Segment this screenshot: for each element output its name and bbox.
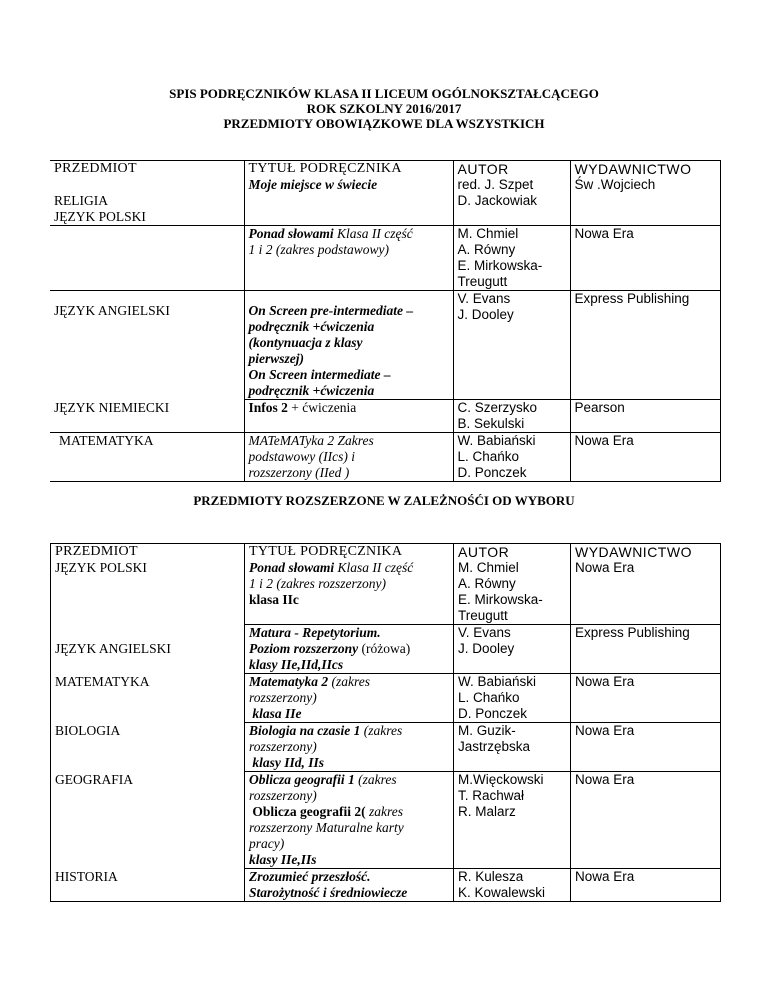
title-text: klasa IIe <box>249 706 302 721</box>
table-row <box>51 544 721 625</box>
title-cell <box>245 544 454 625</box>
author-cell <box>453 400 570 433</box>
subject-polski: JĘZYK POLSKI <box>54 209 146 224</box>
author: W. Babiański <box>458 674 537 689</box>
author: J. Dooley <box>458 641 515 656</box>
publisher-cell <box>571 772 721 869</box>
title-cell <box>245 772 454 869</box>
section-title-extended: PRZEDMIOTY ROZSZERZONE W ZALEŻNOŚĆI OD WYBORU <box>193 493 575 508</box>
author: M.Więckowski <box>458 772 544 787</box>
subject-cell <box>50 433 244 482</box>
title-text: klasy IIe,IId,IIcs <box>249 657 344 672</box>
author-cell <box>454 869 571 902</box>
publisher-cell <box>570 226 720 291</box>
title-text: Oblicza geografii 1 <box>249 772 355 787</box>
subject-matematyka: MATEMATYKA <box>55 673 150 689</box>
title-text: podstawowy (IIcs) i <box>248 449 355 464</box>
publisher-cell <box>570 433 720 482</box>
author: Treugutt <box>458 608 508 623</box>
publisher: Pearson <box>574 400 625 415</box>
publisher-cell <box>571 869 721 902</box>
publisher-cell <box>570 400 720 433</box>
title-text: podręcznik +ćwiczenia <box>248 383 375 398</box>
title-text: Klasa II część <box>333 226 413 241</box>
title-text: Klasa II część <box>334 560 414 575</box>
author: T. Rachwał <box>458 788 525 803</box>
subject-cell <box>50 291 244 400</box>
title-text: klasa IIc <box>249 592 299 607</box>
publisher-cell <box>571 544 721 625</box>
author: K. Kowalewski <box>458 885 546 900</box>
title-text: Zrozumieć przeszłość. <box>249 869 371 884</box>
header-author: AUTOR <box>458 544 510 560</box>
title-religia: Moje miejsce w świecie <box>248 177 378 192</box>
title-text: Matura - Repetytorium. <box>249 625 381 640</box>
author: red. J. Szpet <box>457 177 534 192</box>
header-subject: PRZEDMIOT <box>55 544 138 559</box>
author: L. Chańko <box>458 690 520 705</box>
author: E. Mirkowska- <box>458 592 543 607</box>
author: D. Ponczek <box>458 706 528 721</box>
title-text: (kontynuacja z klasy <box>248 335 363 350</box>
publisher-cell <box>571 674 721 723</box>
title-text: Matematyka 2 <box>249 674 329 689</box>
publisher: Nowa Era <box>574 226 634 241</box>
title-text: Starożytność i średniowiecze <box>249 885 408 900</box>
title-text: (zakres <box>328 674 370 689</box>
title-text: 1 i 2 (zakres rozszerzony) <box>249 576 386 591</box>
author: A. Równy <box>457 242 516 257</box>
publisher: Nowa Era <box>575 674 635 689</box>
author: V. Evans <box>457 291 511 306</box>
title-cell <box>245 869 454 902</box>
title-cell <box>245 674 454 723</box>
header-author: AUTOR <box>457 161 509 177</box>
author: V. Evans <box>458 625 511 640</box>
table-row <box>51 869 721 902</box>
title-cell <box>244 433 453 482</box>
author: D. Ponczek <box>457 465 527 480</box>
author: A. Równy <box>458 576 516 591</box>
title-text: klasy IId, IIs <box>249 755 325 770</box>
title-text: Zakres <box>334 433 374 448</box>
author-cell <box>454 625 571 674</box>
publisher: Św .Wojciech <box>574 177 656 192</box>
subject-cell <box>51 723 245 772</box>
title-cell <box>244 400 453 433</box>
subject-polski: JĘZYK POLSKI <box>55 560 147 575</box>
table-row <box>50 400 720 433</box>
author-cell <box>454 674 571 723</box>
table-row <box>51 723 721 772</box>
document-title-line-2: ROK SZKOLNY 2016/2017 <box>306 101 462 116</box>
author: B. Sekulski <box>457 416 525 431</box>
title-text: rozszerzony) <box>249 690 317 705</box>
subject-geografia: GEOGRAFIA <box>55 771 134 787</box>
title-text: podręcznik +ćwiczenia <box>248 319 375 334</box>
author-cell <box>454 723 571 772</box>
title-text: klasy IIe,IIs <box>249 852 317 867</box>
subject-cell <box>50 161 244 226</box>
title-text: Ponad słowami <box>249 560 335 575</box>
author: E. Mirkowska- <box>457 258 543 273</box>
header-publisher: WYDAWNICTWO <box>574 161 692 177</box>
title-text: On Screen pre-intermediate – <box>248 303 414 318</box>
table-row <box>51 674 721 723</box>
subject-cell <box>51 674 245 723</box>
title-text: (zakres <box>354 772 397 787</box>
publisher: Nowa Era <box>575 869 635 884</box>
title-text: pracy) <box>249 836 285 851</box>
subject-cell <box>51 544 245 625</box>
header-title: TYTUŁ PODRĘCZNIKA <box>248 161 402 176</box>
title-text: + ćwiczenia <box>287 400 357 415</box>
author: L. Chańko <box>457 449 520 464</box>
author: M. Chmiel <box>457 226 519 241</box>
publisher-cell <box>571 723 721 772</box>
publisher: Express Publishing <box>575 625 690 640</box>
subject-cell <box>50 400 244 433</box>
author-cell <box>453 433 570 482</box>
title-text: pierwszej) <box>248 351 304 366</box>
title-cell <box>244 291 453 400</box>
author: D. Jackowiak <box>457 193 538 208</box>
subject-matematyka: MATEMATYKA <box>59 433 154 448</box>
document-title-line-1: SPIS PODRĘCZNIKÓW KLASA II LICEUM OGÓLNOKSZTAŁCĄCEGO <box>169 86 599 101</box>
author-cell <box>453 161 570 226</box>
table-row <box>50 291 720 400</box>
publisher: Nowa Era <box>575 560 635 575</box>
subject-cell <box>51 772 245 869</box>
table-row <box>51 625 721 674</box>
title-text: 1 i 2 (zakres podstawowy) <box>248 242 389 257</box>
title-text: Infos 2 <box>248 400 288 415</box>
title-cell <box>245 625 454 674</box>
title-text: Oblicza geografii 2( <box>249 804 366 819</box>
table-row <box>51 772 721 869</box>
title-text: rozszerzony) <box>249 739 317 754</box>
author: C. Szerzysko <box>457 400 538 415</box>
title-text: zakres <box>365 804 403 819</box>
title-cell <box>244 226 453 291</box>
header-title: TYTUŁ PODRĘCZNIKA <box>249 544 403 559</box>
publisher: Nowa Era <box>575 772 635 787</box>
subject-angielski: JĘZYK ANGIELSKI <box>54 303 170 318</box>
author-cell <box>453 291 570 400</box>
publisher: Express Publishing <box>574 291 690 306</box>
table-row <box>50 433 720 482</box>
author-cell <box>453 226 570 291</box>
author-cell <box>454 544 571 625</box>
title-cell <box>245 723 454 772</box>
header-subject: PRZEDMIOT <box>54 161 137 176</box>
title-text: (różowa) <box>358 641 411 656</box>
subject-angielski: JĘZYK ANGIELSKI <box>55 640 171 656</box>
publisher-cell <box>570 161 720 226</box>
publisher: Nowa Era <box>575 723 635 738</box>
extended-subjects-table <box>50 543 721 902</box>
title-text: Poziom rozszerzony <box>249 641 359 656</box>
subject-religia: RELIGIA <box>54 193 108 208</box>
author-cell <box>454 772 571 869</box>
subject-biologia: BIOLOGIA <box>55 722 121 738</box>
title-cell <box>244 161 453 226</box>
publisher: Nowa Era <box>574 433 634 448</box>
author: R. Malarz <box>458 804 516 819</box>
table-row <box>50 226 720 291</box>
author: Jastrzębska <box>458 739 531 754</box>
author: M. Chmiel <box>458 560 519 575</box>
title-text: rozszerzony) <box>249 788 317 803</box>
mandatory-subjects-table <box>50 160 721 482</box>
author: W. Babiański <box>457 433 536 448</box>
subject-cell <box>51 869 245 902</box>
title-text: rozszerzony Maturalne karty <box>249 820 404 835</box>
publisher-cell <box>570 291 720 400</box>
title-text: On Screen intermediate – <box>248 367 391 382</box>
table-row <box>50 161 720 226</box>
title-polski: Ponad słowami <box>248 226 334 241</box>
header-publisher: WYDAWNICTWO <box>575 544 692 560</box>
document-title-line-3: PRZEDMIOTY OBOWIĄZKOWE DLA WSZYSTKICH <box>223 116 545 131</box>
publisher-cell <box>571 625 721 674</box>
title-text: Biologia na czasie 1 <box>249 723 361 738</box>
title-text: rozszerzony (IIed ) <box>248 465 350 480</box>
author: R. Kulesza <box>458 869 524 884</box>
title-text: (zakres <box>360 723 403 738</box>
subject-cell <box>51 625 245 674</box>
author: Treugutt <box>457 274 508 289</box>
author: J. Dooley <box>457 307 514 322</box>
subject-niemiecki: JĘZYK NIEMIECKI <box>54 399 170 415</box>
subject-historia: HISTORIA <box>55 868 118 884</box>
title-text: MATeMATyka 2 <box>248 433 335 448</box>
author: M. Guzik- <box>458 723 516 738</box>
